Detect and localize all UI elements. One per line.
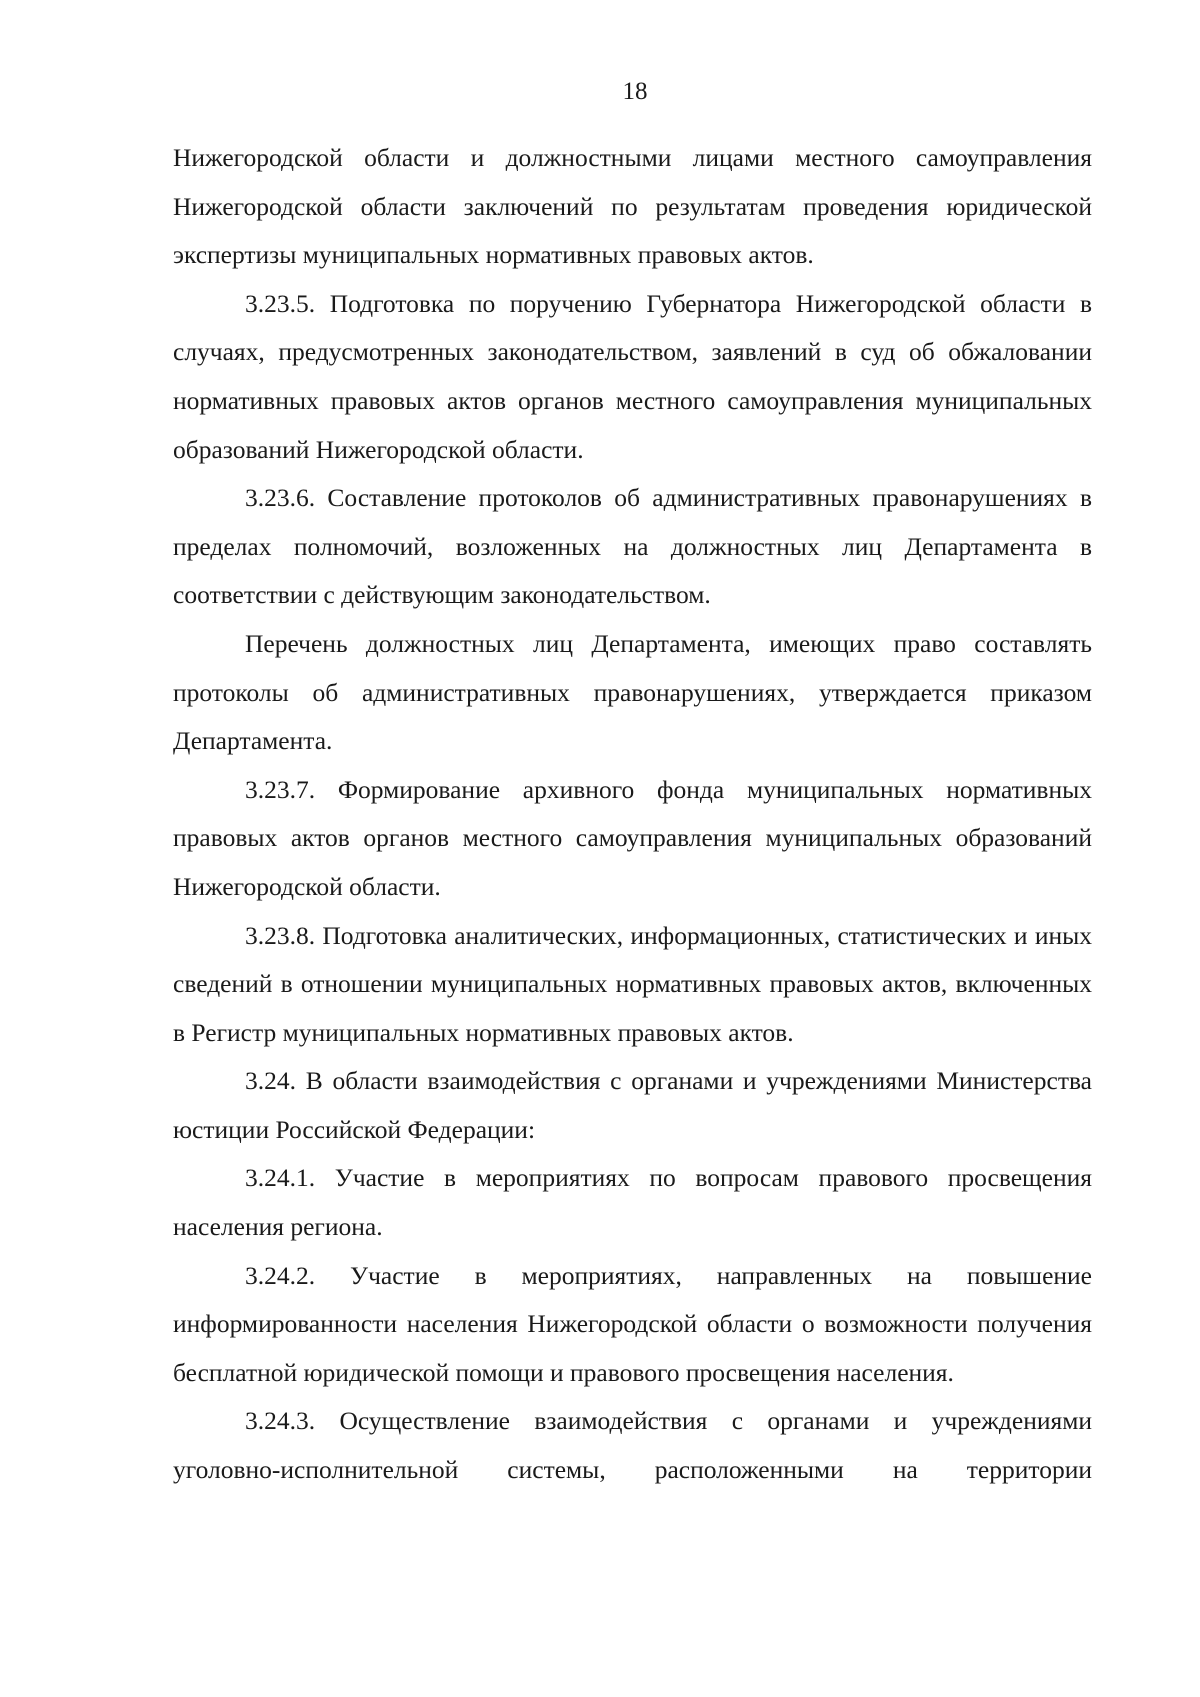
paragraph-3-23-8: 3.23.8. Подготовка аналитических, информационных, статистических и иных сведений в отношении муниципальных нормативных правовых актов, включенных в Регистр муниципальных нормативных правовых актов. bbox=[173, 920, 1092, 1047]
paragraph-3-23-5: 3.23.5. Подготовка по поручению Губернатора Нижегородской области в случаях, предусмотренных законодательством, заявлений в суд об обжаловании нормативных правовых актов органов местного самоуправления муниципальных образований Нижегородской области. bbox=[173, 288, 1092, 464]
paragraph-officials-list: Перечень должностных лиц Департамента, имеющих право составлять протоколы об административных правонарушениях, утверждается приказом Департамента. bbox=[173, 628, 1092, 756]
paragraph-continuation: Нижегородской области и должностными лицами местного самоуправления Нижегородской области заключений по результатам проведения юридической экспертизы муниципальных нормативных правовых актов. bbox=[173, 143, 1092, 270]
paragraph-3-24: 3.24. В области взаимодействия с органами и учреждениями Министерства юстиции Российской Федерации: bbox=[173, 1066, 1092, 1144]
paragraph-3-23-7: 3.23.7. Формирование архивного фонда муниципальных нормативных правовых актов органов местного самоуправления муниципальных образований Нижегородской области. bbox=[173, 774, 1092, 901]
document-body bbox=[173, 134, 1092, 1495]
paragraph-3-24-3: 3.24.3. Осуществление взаимодействия с органами и учреждениями уголовно-исполнительной системы, расположенными на территории bbox=[173, 1406, 1092, 1485]
paragraph-3-24-2: 3.24.2. Участие в мероприятиях, направленных на повышение информированности населения Нижегородской области о возможности получения бесплатной юридической помощи и правового просвещения населения. bbox=[173, 1260, 1092, 1387]
paragraph-3-24-1: 3.24.1. Участие в мероприятиях по вопросам правового просвещения населения региона. bbox=[173, 1163, 1092, 1242]
page-number: 18 bbox=[622, 78, 648, 105]
paragraph-3-23-6: 3.23.6. Составление протоколов об административных правонарушениях в пределах полномочий, возложенных на должностных лиц Департамента в соответствии с действующим законодательством. bbox=[173, 483, 1092, 610]
